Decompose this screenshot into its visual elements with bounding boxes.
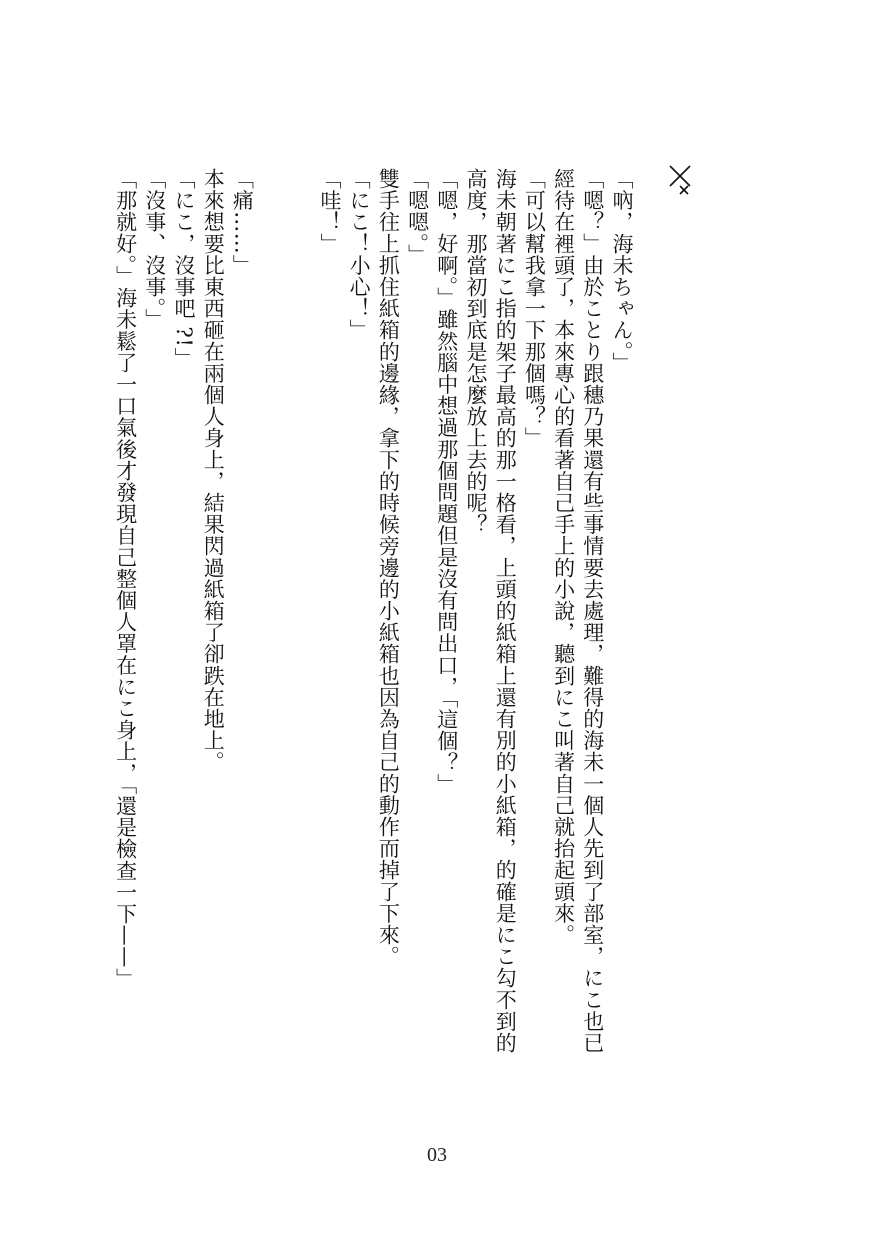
text-line: 高度，那當初到底是怎麼放上去的呢？ [463,168,488,536]
text-line: 「嗯？」由於ことり跟穗乃果還有些事情要去處理，難得的海未一個人先到了部室，にこ也已 [580,168,605,1054]
double-cross-mark-icon [668,160,696,196]
text-line: 「吶，海未ちゃん。」 [610,168,634,374]
page-number: 03 [427,1144,447,1166]
text-line: 本來想要比東西砸在兩個人身上，結果閃過紙箱了卻跌在地上。 [201,168,226,773]
text-line: 「嗯嗯。」 [405,168,430,266]
text-line: 「那就好。」海未鬆了一口氣後才發現自己整個人罩在にこ身上，「還是檢查一下——」 [113,168,138,990]
text-line: 「哇！」 [317,168,342,255]
text-line: 「可以幫我拿一下那個嗎？」 [522,168,547,449]
vertical-text-block [110,168,636,1054]
text-line: 經待在裡頭了，本來專心的看著自己手上的小說，聽到にこ叫著自己就抬起頭來。 [551,168,576,946]
blank-line [286,168,315,1048]
text-line: 「沒事、沒事。」 [142,168,167,331]
text-line: 「にこ，沒事吧 ?!」 [171,168,196,369]
text-line: 「痛……」 [230,168,255,276]
blank-line [256,168,285,1048]
text-line: 海未朝著にこ指的架子最高的那一格看，上頭的紙箱上還有別的小紙箱，的確是にこ勾不到的 [493,168,518,1054]
text-line: 雙手往上抓住紙箱的邊緣，拿下的時候旁邊的小紙箱也因為自己的動作而掉了下來。 [376,168,401,968]
text-line: 「にこ！小心！」 [347,168,372,341]
text-line: 「嗯，好啊。」雖然腦中想過那個問題但是沒有問出口，「這個？」 [434,168,459,795]
